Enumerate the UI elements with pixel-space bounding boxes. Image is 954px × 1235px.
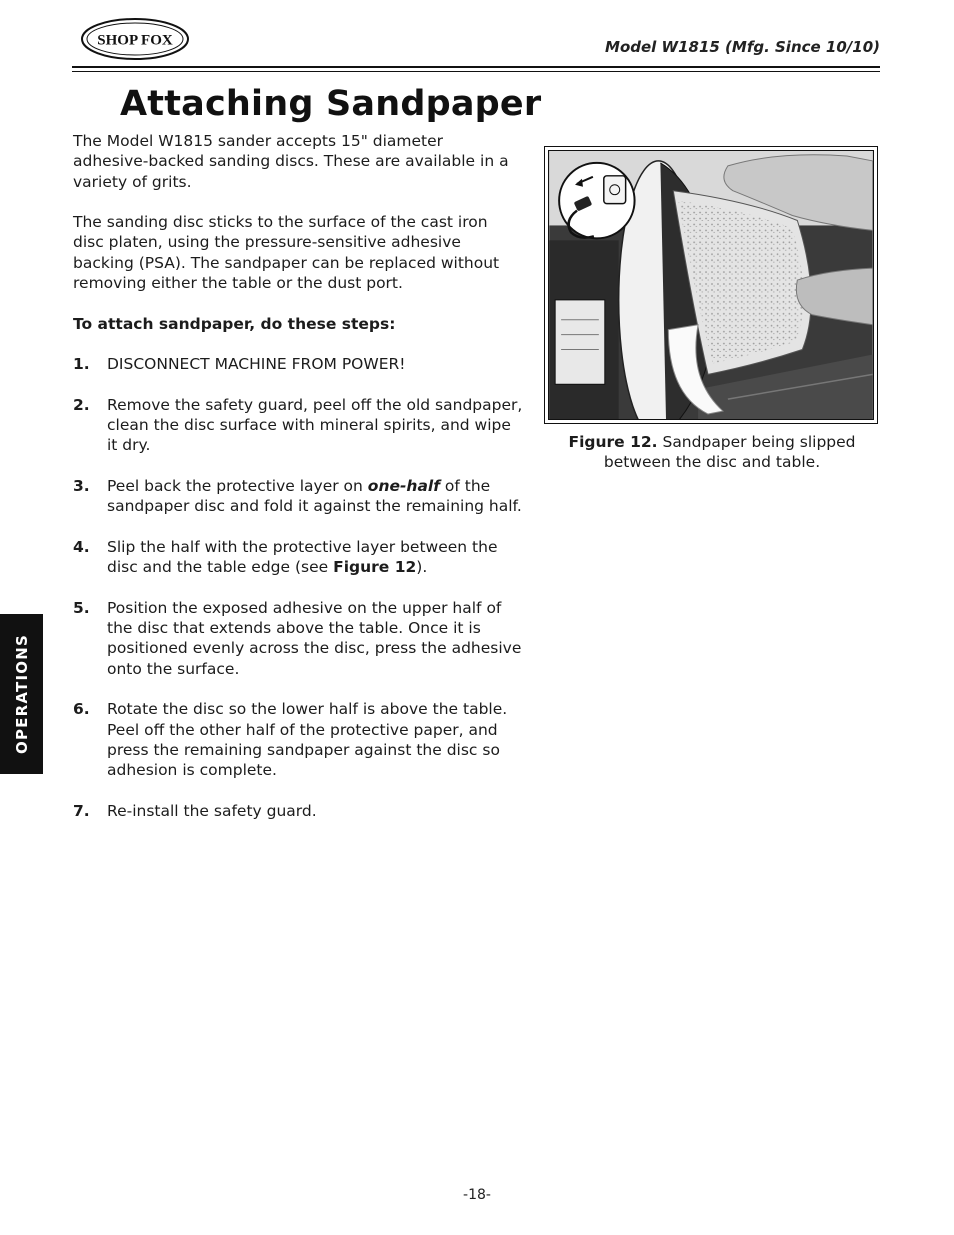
figure-label: Figure 12. <box>568 433 658 451</box>
step-number: 4. <box>73 537 90 556</box>
step-number: 7. <box>73 801 90 820</box>
figure-caption <box>560 432 864 473</box>
step-text-part: of the sandpaper disc and fold it against the remaining half. <box>107 477 522 516</box>
svg-text:SHOP FOX: SHOP FOX <box>97 32 173 49</box>
figure-reference: Figure 12 <box>333 558 417 577</box>
step-item <box>73 598 523 679</box>
header-rule <box>72 66 880 68</box>
step-text: Remove the safety guard, peel off the old sandpaper, clean the disc surface with mineral spirits, and wipe it dry. <box>107 395 523 455</box>
step-item <box>73 699 523 780</box>
sandpaper-photo-illustration <box>548 150 874 420</box>
emphasis-text: one-half <box>367 477 440 496</box>
step-number: 2. <box>73 395 90 414</box>
intro-paragraph: The Model W1815 sander accepts 15" diameter adhesive-backed sanding discs. These are available in a variety of grits. <box>73 132 509 191</box>
figure-caption-text: Sandpaper being slipped between the disc and table. <box>603 433 856 472</box>
model-header: Model W1815 (Mfg. Since 10/10) <box>605 38 880 56</box>
step-item <box>73 476 523 517</box>
step-number: 6. <box>73 700 90 719</box>
step-number: 1. <box>73 355 90 374</box>
step-number: 3. <box>73 477 90 496</box>
step-number: 5. <box>73 598 90 617</box>
page-title: Attaching Sandpaper <box>120 84 542 124</box>
section-side-tab <box>0 614 43 774</box>
step-item <box>73 537 523 578</box>
section-tab-label: OPERATIONS <box>12 634 31 754</box>
step-item <box>73 801 523 821</box>
step-text: Position the exposed adhesive on the upper half of the disc that extends above the table. Once it is positioned evenly across the disc, press the adhesive onto the surface. <box>107 598 522 678</box>
steps-lead: To attach sandpaper, do these steps: <box>73 314 396 333</box>
step-text: DISCONNECT MACHINE FROM POWER! <box>107 355 406 374</box>
step-text <box>107 537 523 578</box>
step-text <box>107 476 523 517</box>
step-item <box>73 354 523 374</box>
steps-list <box>73 354 523 821</box>
instructions-column <box>73 131 523 841</box>
figure-12-frame <box>544 146 878 424</box>
step-text: Rotate the disc so the lower half is above the table. Peel off the other half of the protective paper, and press the remaining sandpaper against the disc so adhesion is complete. <box>107 700 508 780</box>
intro-paragraph: The sanding disc sticks to the surface of the cast iron disc platen, using the pressure-sensitive adhesive backing (PSA). The sandpaper can be replaced without removing either the table or the dust port. <box>73 213 500 293</box>
step-text-part: Peel back the protective layer on <box>107 477 368 496</box>
shop-fox-logo <box>80 16 190 62</box>
header-rule-thin <box>72 71 880 72</box>
step-text: Re-install the safety guard. <box>107 801 317 820</box>
step-item <box>73 395 523 456</box>
step-text-part: ). <box>416 558 428 577</box>
page-number: -18- <box>463 1187 491 1203</box>
step-text-part: Slip the half with the protective layer between the disc and the table edge (see <box>107 537 498 577</box>
